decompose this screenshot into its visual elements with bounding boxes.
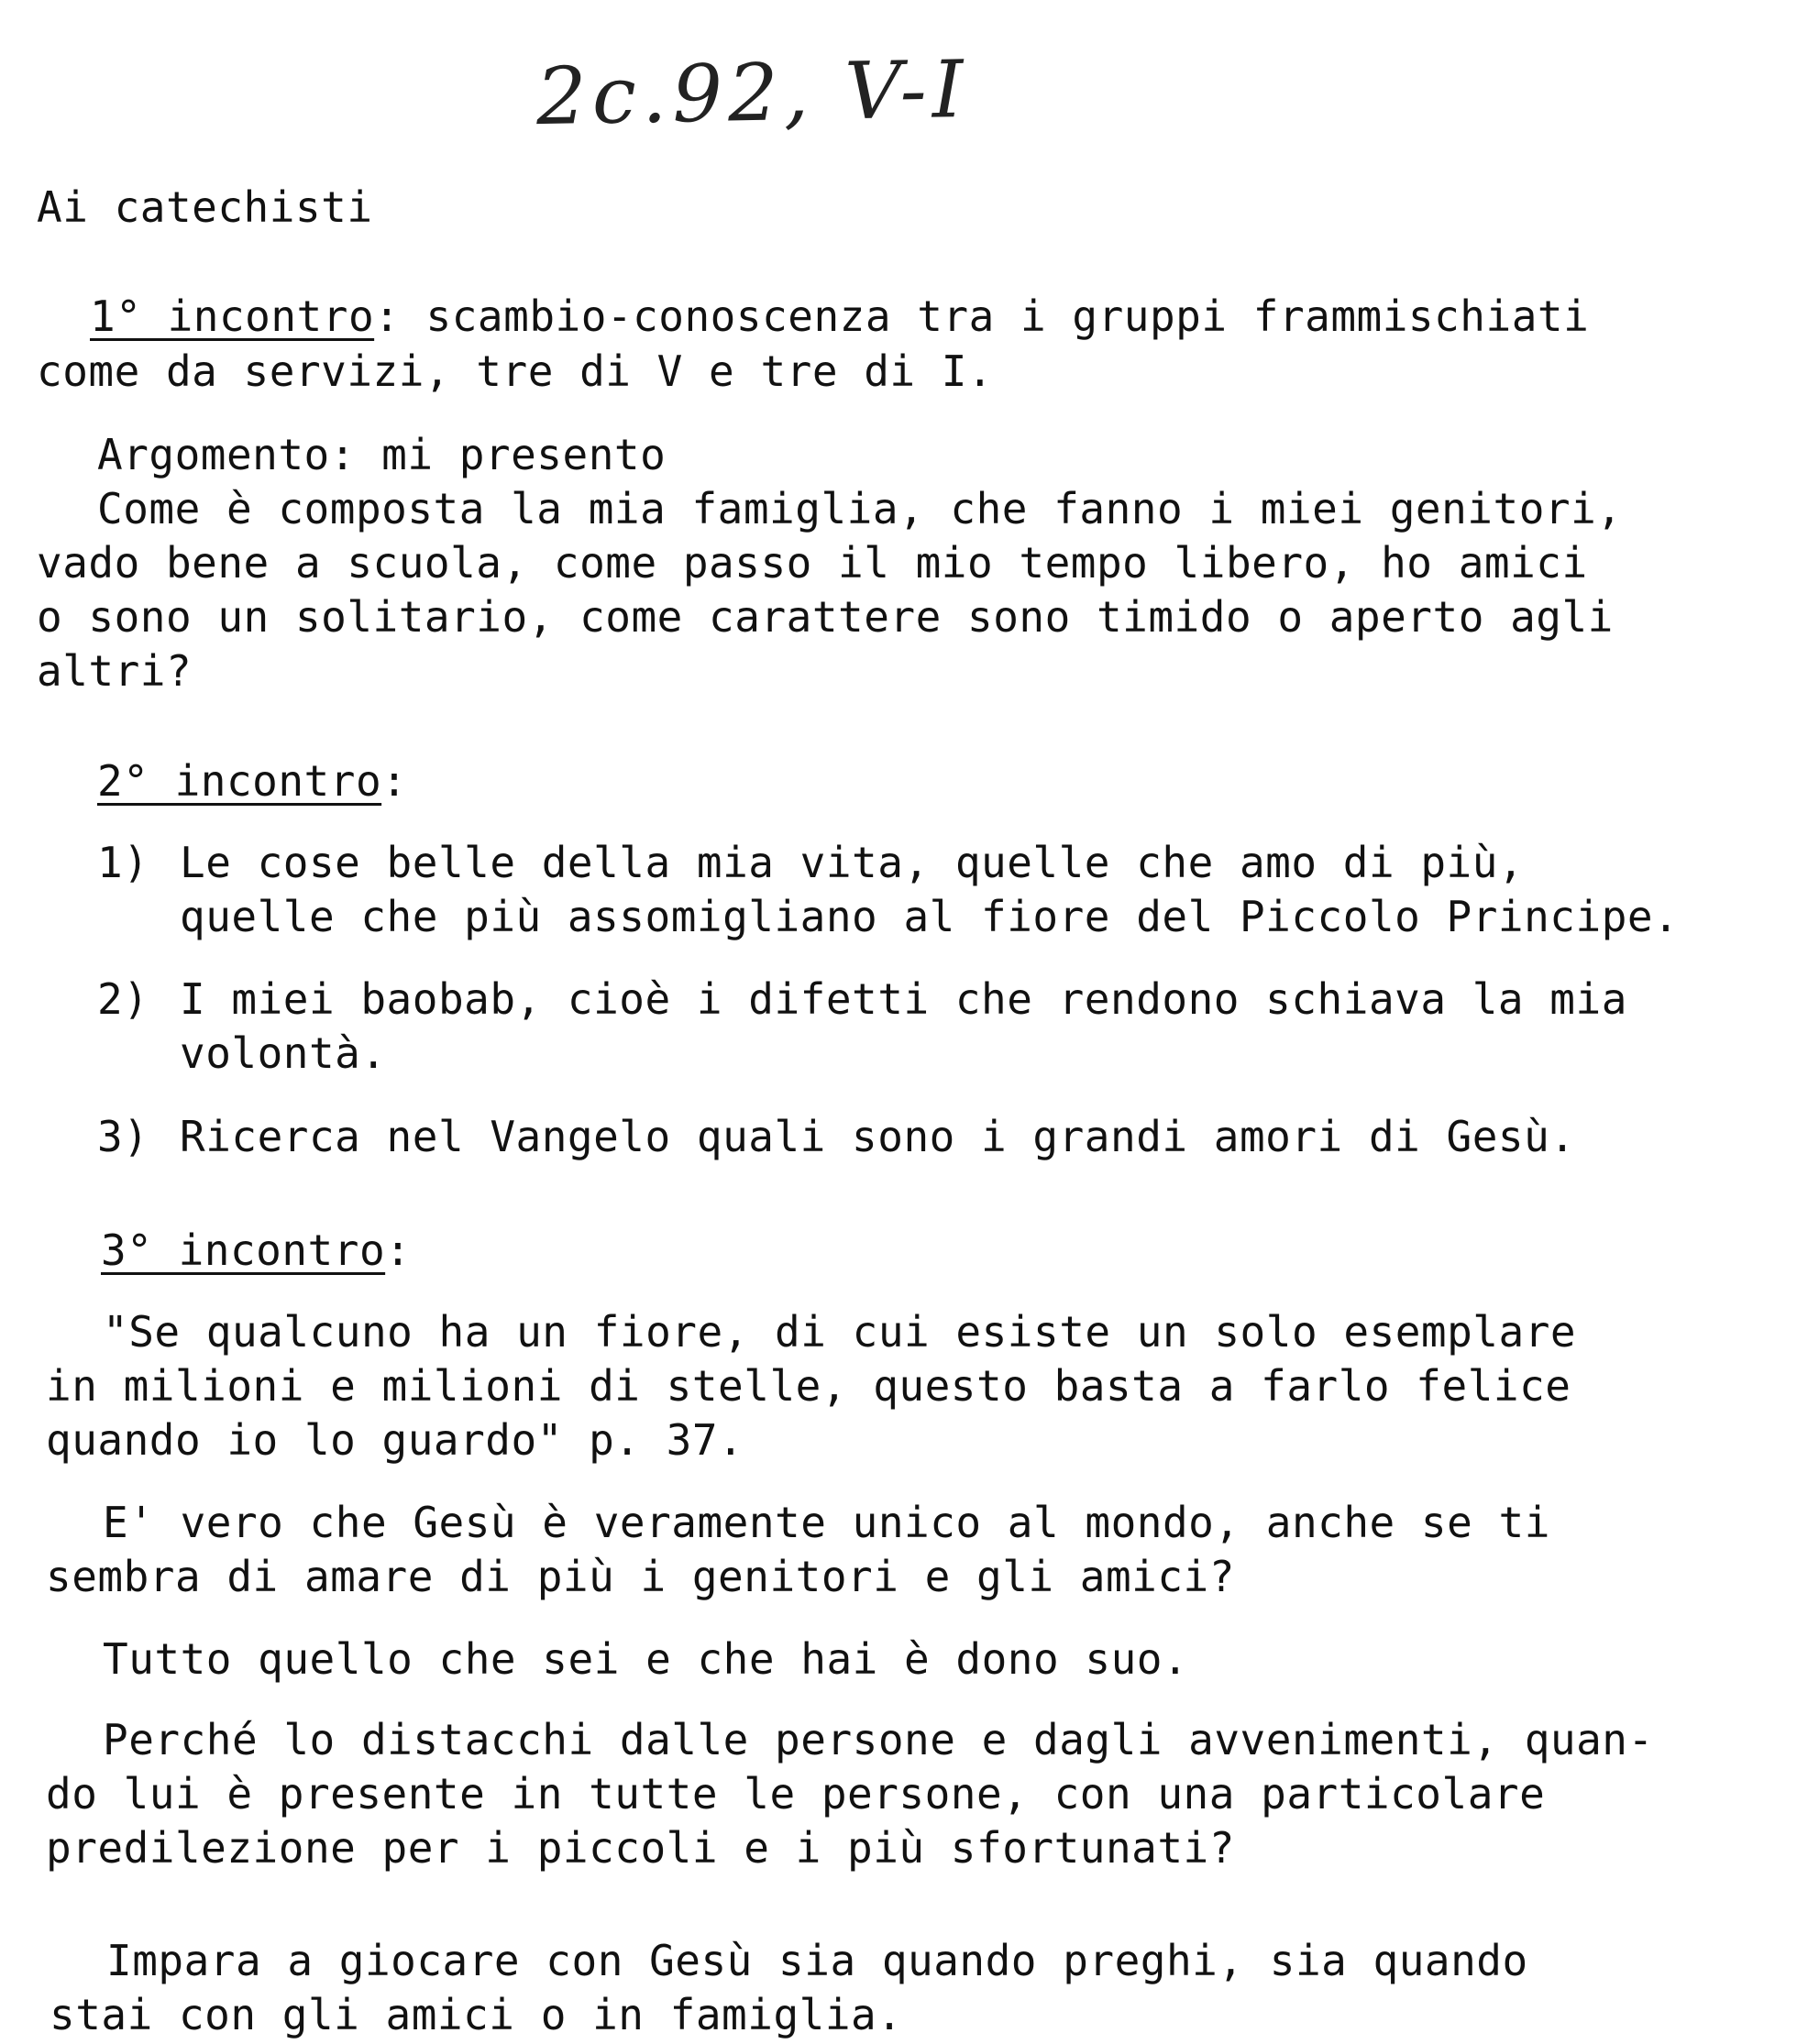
meeting1-argument: Argomento: mi presento: [97, 430, 667, 479]
meeting3-question-line: sembra di amare di più i genitori e gli amici?: [46, 1552, 1235, 1601]
meeting3-heading: 3° incontro: [101, 1225, 386, 1275]
meeting1-body-line: Come è composta la mia famiglia, che fanno i miei genitori,: [97, 484, 1623, 533]
meeting1-text-line2: come da servizi, tre di V e tre di I.: [37, 346, 994, 396]
meeting3-closing-line: Impara a giocare con Gesù sia quando preghi, sia quando: [106, 1936, 1528, 1985]
meeting3-heading-line: [101, 1225, 411, 1276]
meeting3-why-line: do lui è presente in tutte le persone, con una particolare: [46, 1769, 1546, 1819]
meeting1-body-line: o sono un solitario, come carattere sono timido o aperto agli: [37, 592, 1614, 642]
meeting2-heading-colon: :: [381, 756, 408, 806]
meeting2-item-line: Le cose belle della mia vita, quelle che amo di più,: [180, 838, 1525, 887]
meeting2-item-number: 2): [97, 974, 149, 1024]
meeting3-closing-line: stai con gli amici o in famiglia.: [50, 1990, 903, 2039]
meeting3-heading-colon: :: [385, 1225, 412, 1275]
meeting2-item-line: Ricerca nel Vangelo quali sono i grandi amori di Gesù.: [180, 1112, 1576, 1161]
meeting3-gift-line: Tutto quello che sei e che hai è dono suo.: [103, 1634, 1189, 1684]
meeting1-body-line: vado bene a scuola, come passo il mio tempo libero, ho amici: [37, 538, 1588, 588]
meeting2-item-line: quelle che più assomigliano al fiore del Piccolo Principe.: [180, 892, 1680, 941]
meeting1-heading: 1° incontro: [90, 291, 375, 341]
meeting3-quote-line: in milioni e milioni di stelle, questo basta a farlo felice: [46, 1361, 1571, 1411]
meeting1-text-line1: scambio-conoscenza tra i gruppi frammischiati: [400, 291, 1590, 341]
meeting2-item-line: I miei baobab, cioè i difetti che rendono schiava la mia: [180, 974, 1627, 1024]
handwritten-reference-note: 2c.92, V-I: [535, 43, 970, 144]
meeting2-item-number: 3): [97, 1112, 149, 1161]
meeting1-body-line: altri?: [37, 646, 193, 696]
meeting2-item-line: volontà.: [180, 1028, 387, 1078]
meeting3-quote-line: quando io lo guardo" p. 37.: [46, 1415, 744, 1465]
meeting1-first-line: [90, 291, 1589, 342]
greeting: Ai catechisti: [37, 182, 373, 232]
meeting3-quote-line: "Se qualcuno ha un fiore, di cui esiste un solo esemplare: [103, 1307, 1577, 1357]
meeting3-question-line: E' vero che Gesù è veramente unico al mondo, anche se ti: [103, 1498, 1550, 1547]
meeting2-heading-line: [97, 755, 407, 807]
meeting3-why-line: Perché lo distacchi dalle persone e dagli avvenimenti, quan-: [103, 1715, 1654, 1764]
meeting2-heading: 2° incontro: [97, 756, 382, 806]
meeting1-heading-colon: :: [374, 291, 401, 341]
meeting2-item-number: 1): [97, 838, 149, 887]
meeting3-why-line: predilezione per i piccoli e i più sfortunati?: [46, 1823, 1235, 1873]
